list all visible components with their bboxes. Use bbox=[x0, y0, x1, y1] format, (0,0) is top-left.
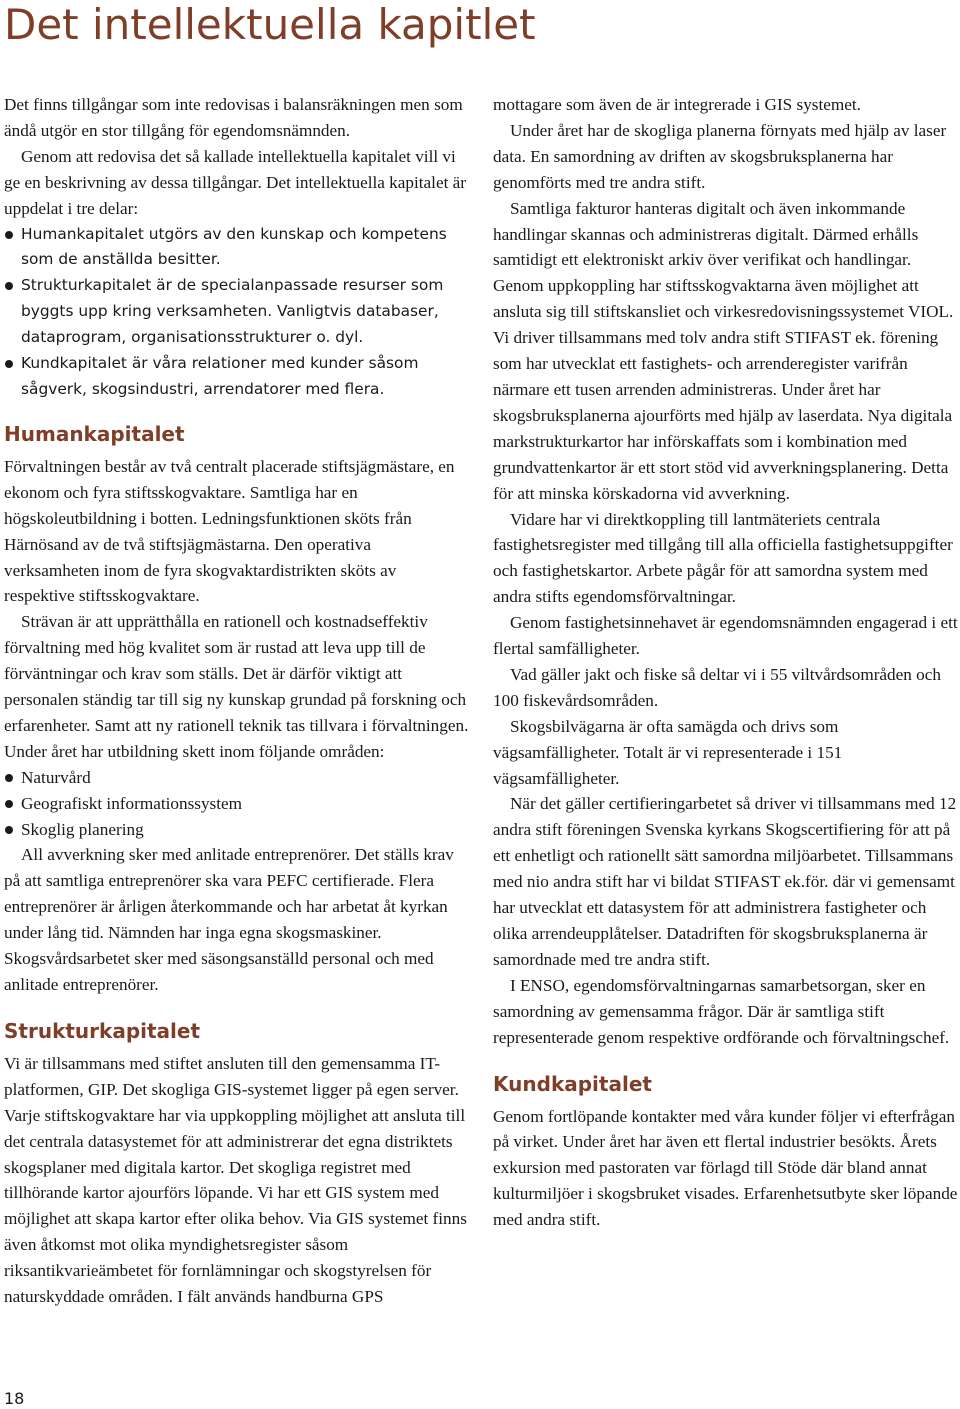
bullet-training-item: Naturvård bbox=[4, 765, 470, 791]
struktur-paragraph: När det gäller certifieringarbetet så driver vi tillsammans med 12 andra stift föreningen Svenska kyrkans Skogscertifiering för att på ett enhetligt och rationellt sätt samordna miljöarbetet. Tillsammans med nio andra stift har vi bildat STIFAST ek.för. där vi gemensamt har utvecklat ett datasystem för att administrera fastigheter och olika arrendeupplåtelser. Datadriften för skogsbruksplanerna är samordnade med tre andra stift. bbox=[493, 794, 957, 969]
page-title: Det intellektuella kapitlet bbox=[4, 0, 536, 49]
intro-paragraph: Genom att redovisa det så kallade intellektuella kapitalet vill vi ge en beskrivning av dessa tillgångar. Det intellektuella kapitalet är uppdelat i tre delar: bbox=[4, 146, 466, 218]
left-column bbox=[4, 92, 470, 1310]
struktur-paragraph: Vi är tillsammans med stiftet ansluten till den gemensamma IT-platformen, GIP. Det skogliga GIS-systemet ligger på egen server. Varje stiftskogvaktare har via uppkoppling möjlighet att ansluta till det centrala datasystemet för att administrerar det egna distriktets skogsplaner med digitala kartor. Det skogliga registret med tillhörande kartor ajourförs löpande. Vi har ett GIS system med möjlighet att skapa kartor efter olika behov. Via GIS systemet finns även åtkomst mot olika myndighetsregister såsom riksantikvarieämbetet för fornlämningar och skogstyrelsen för naturskyddade områden. I fält används handburna GPS bbox=[4, 1053, 467, 1307]
bullet-kundkapital: Kundkapitalet är våra relationer med kunder såsom sågverk, skogsindustri, arrendatorer med flera. bbox=[4, 351, 470, 403]
bullet-strukturkapital: Strukturkapitalet är de specialanpassade resurser som byggts upp kring verksamheten. Vanligtvis databaser, dataprogram, organisationsstrukturer o. dyl. bbox=[4, 273, 470, 351]
section-heading-strukturkapitalet: Strukturkapitalet bbox=[4, 1018, 201, 1043]
bullet-training-item: Skoglig planering bbox=[4, 817, 470, 843]
struktur-paragraph: Samtliga fakturor hanteras digitalt och även inkommande handlingar skannas och administreras digitalt. Därmed erhålls samtidigt ett elektroniskt arkiv över verifikat och handlingar. Genom uppkoppling har stiftsskogvaktarna även möjlighet att ansluta sig till stiftskansliet och virkesredovisningssystemet VIOL. Vi driver tillsammans med tolv andra stift STIFAST ek. förening som har utvecklat ett fastighets- och arrenderegister varifrån närmare ett tusen arrenden administreras. Under året har skogsbruksplanerna ajourförts med hjälp av laserdata. Nya digitala markstrukturkartor har införskaffats som i kombination med grundvattenkartor är ett stort stöd vid avverkningsplanering. Detta för att minska körskadorna vid avverkning. bbox=[493, 198, 954, 503]
struktur-paragraph: Skogsbilvägarna är ofta samägda och drivs som vägsamfälligheter. Totalt är vi representerade i 151 vägsamfälligheter. bbox=[493, 716, 843, 788]
training-bullet-list bbox=[4, 765, 470, 843]
human-closing-paragraph: All avverkning sker med anlitade entreprenörer. Det ställs krav på att samtliga entreprenörer ska vara PEFC certifierade. Flera entreprenörer är årligen återkommande och har arbetat åt kyrkan under lång tid. Nämnden har inga egna skogsmaskiner. Skogsvårdsarbetet sker med säsongsanställd personal och med anlitade entreprenörer. bbox=[4, 845, 454, 994]
page-number: 18 bbox=[4, 1389, 25, 1408]
section-heading-kundkapitalet: Kundkapitalet bbox=[493, 1071, 652, 1096]
human-paragraph: Strävan är att upprätthålla en rationell och kostnadseffektiv förvaltning med hög kvalitet som är rustad att leva upp till de förväntningar och krav som ställs. Det är därför viktigt att personalen ständig tar till sig ny kunskap grundad på forskning och erfarenheter. Samt att ny rationell teknik tas tillvara i förvaltningen. Under året har utbildning skett inom följande områden: bbox=[4, 612, 469, 761]
section-heading-humankapitalet: Humankapitalet bbox=[4, 421, 185, 446]
kund-paragraph: Genom fortlöpande kontakter med våra kunder följer vi efterfrågan på virket. Under året har även ett flertal industrier besökts. Årets exkursion med pastoraten var förlagd till Stöde där bland annat kulturmiljöer i skogsbruket visades. Erfarenhetsutbyte sker löpande med andra stift. bbox=[493, 1106, 958, 1230]
struktur-paragraph: Vad gäller jakt och fiske så deltar vi i 55 viltvårdsområden och 100 fiskevårdsområden. bbox=[493, 664, 941, 710]
struktur-paragraph: Genom fastighetsinnehavet är egendomsnämnden engagerad i ett flertal samfälligheter. bbox=[493, 613, 958, 659]
bullet-training-item: Geografiskt informationssystem bbox=[4, 791, 470, 817]
human-paragraph: Förvaltningen består av två centralt placerade stiftsjägmästare, en ekonom och fyra stiftsskogvaktare. Samtliga har en högskoleutbildning i botten. Ledningsfunktionen sköts från Härnösand av de två stiftsjägmästarna. Den operativa verksamheten inom de fyra skogvaktardistrikten sköts av respektive stiftsskogvaktare. bbox=[4, 456, 455, 606]
right-column bbox=[493, 92, 958, 1233]
struktur-paragraph: I ENSO, egendomsförvaltningarnas samarbetsorgan, sker en samordning av gemensamma frågor. Där är samtliga stift representerade genom respektive ordförande och förvaltningschef. bbox=[493, 975, 950, 1047]
intro-bullet-list bbox=[4, 222, 470, 403]
struktur-paragraph: Vidare har vi direktkoppling till lantmäteriets centrala fastighetsregister med tillgång till alla officiella fastighetsuppgifter och fastighetskartor. Arbete pågår för att samordna system med andra stifts egendomsförvaltningar. bbox=[493, 509, 953, 607]
intro-paragraph: Det finns tillgångar som inte redovisas i balansräkningen men som ändå utgör en stor tillgång för egendomsnämnden. bbox=[4, 95, 463, 140]
struktur-paragraph: Under året har de skogliga planerna förnyats med hjälp av laser data. En samordning av driften av skogsbruksplanerna har genomförts med tre andra stift. bbox=[493, 120, 947, 192]
struktur-paragraph: mottagare som även de är integrerade i GIS systemet. bbox=[493, 95, 861, 114]
bullet-humankapital: Humankapitalet utgörs av den kunskap och kompetens som de anställda besitter. bbox=[4, 222, 470, 274]
